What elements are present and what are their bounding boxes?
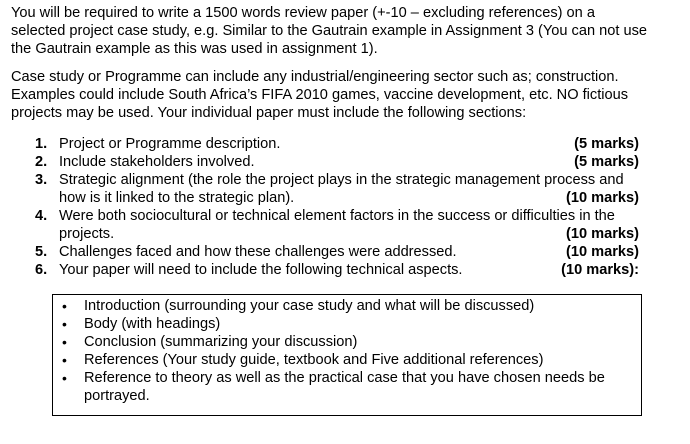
sections-list	[11, 135, 639, 279]
aspect-text: References (Your study guide, textbook and Five additional references)	[84, 352, 544, 368]
section-number: 6.	[35, 262, 48, 278]
section-number: 1.	[35, 136, 48, 152]
aspect-item	[53, 351, 641, 369]
technical-aspects-list	[53, 295, 641, 405]
section-item	[11, 243, 639, 261]
section-item	[11, 207, 639, 243]
aspect-item	[53, 297, 641, 315]
section-text: Your paper will need to include the following technical aspects.	[59, 262, 463, 278]
section-marks: (10 marks)	[565, 226, 639, 242]
aspect-item	[53, 333, 641, 351]
aspect-text: Introduction (surrounding your case study and what will be discussed)	[84, 298, 535, 314]
section-number: 3.	[35, 172, 48, 188]
bullet-icon: •	[62, 352, 67, 368]
section-text: Challenges faced and how these challenges were addressed.	[59, 244, 457, 260]
section-number: 4.	[35, 208, 48, 224]
section-text: Project or Programme description.	[59, 136, 281, 152]
technical-aspects-box	[52, 294, 642, 416]
section-item	[11, 171, 639, 207]
section-marks: (5 marks)	[574, 154, 639, 170]
bullet-icon: •	[62, 298, 67, 314]
section-text: Were both sociocultural or technical element factors in the success or difficulties in the projects.	[59, 208, 615, 242]
section-marks: (10 marks)	[565, 244, 639, 260]
bullet-icon: •	[62, 334, 67, 350]
scope-paragraph: Case study or Programme can include any industrial/engineering sector such as; construction. Examples could include South Africa’s FIFA 2010 games, vaccine development, etc. NO fictious projects may be used. Your individual paper must include the following sections:	[11, 69, 629, 121]
section-item	[11, 261, 639, 279]
bullet-icon: •	[62, 316, 67, 332]
section-marks: (5 marks)	[574, 136, 639, 152]
aspect-item	[53, 369, 641, 405]
aspect-text: Body (with headings)	[84, 316, 221, 332]
section-marks: (10 marks)	[565, 190, 639, 206]
aspect-text: Conclusion (summarizing your discussion)	[84, 334, 358, 350]
section-item	[11, 135, 639, 153]
bullet-icon: •	[62, 370, 67, 386]
aspect-item	[53, 315, 641, 333]
section-text: Include stakeholders involved.	[59, 154, 255, 170]
section-marks: (10 marks):	[561, 262, 639, 278]
section-number: 2.	[35, 154, 48, 170]
section-item	[11, 153, 639, 171]
section-text: Strategic alignment (the role the project plays in the strategic management process and how is it linked to the strategic plan).	[59, 172, 624, 206]
section-number: 5.	[35, 244, 48, 260]
aspect-text: Reference to theory as well as the practical case that you have chosen needs be portrayed.	[84, 370, 605, 404]
intro-paragraph: You will be required to write a 1500 words review paper (+-10 – excluding references) on a selected project case study, e.g. Similar to the Gautrain example in Assignment 3 (You can not use the Gautrain example as this was used in assignment 1).	[11, 5, 647, 57]
